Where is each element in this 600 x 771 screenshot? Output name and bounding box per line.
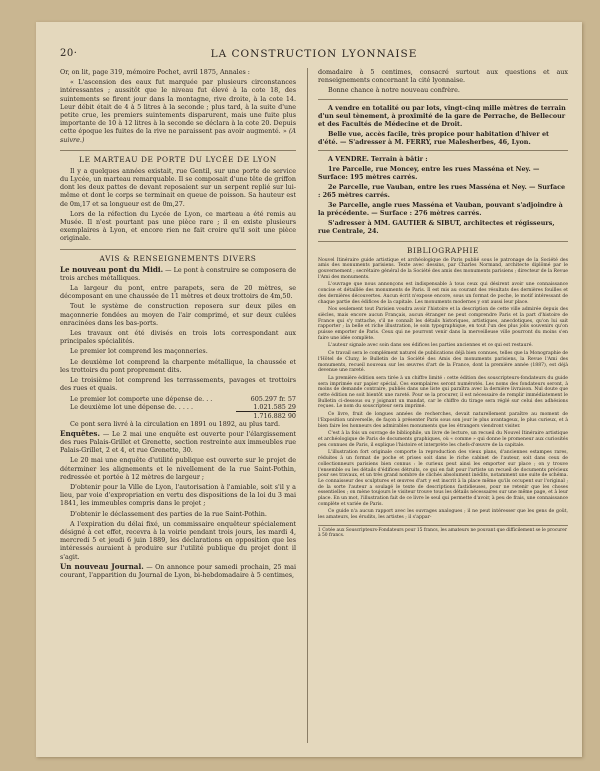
journal-title: LA CONSTRUCTION LYONNAISE [210, 48, 418, 60]
paragraph: Bonne chance à notre nouveau confrère. [328, 86, 460, 95]
paragraph: L'auteur signale avec soin dans ses édifices les parties anciennes et ce qui est restauré. [328, 343, 533, 349]
paragraph: La largeur du pont, entre parapets, sera de 20 mètres, se décomposant en une chaussée de 11 mètres et deux trottoirs de 4m,50. [60, 284, 296, 301]
book-description: Nouvel Itinéraire guide artistique et archéologique de Paris publié sous le patronage de la Société des amis des monuments parisiens. Texte avec dessins, par Charles Normand, architecte diplômé par le gouvernement ; secrétaire général de la Société des amis des monuments parisiens ; directeur de la Revue l'Ami des monuments. [318, 257, 568, 280]
item-lead: Un nouveau Journal. [60, 561, 144, 571]
section-heading: AVIS & RENSEIGNEMENTS DIVERS [60, 249, 296, 263]
paragraph: Les travaux ont été divisés en trois lots correspondant aux principales spécialités. [60, 329, 296, 346]
amount-row: Le deuxième lot une dépense de. . . . . 1.021.585 29 [70, 402, 296, 411]
page-number: 20· [60, 48, 78, 59]
paragraph: D'obtenir pour la Ville de Lyon, l'autorisation à l'amiable, soit s'il y a lieu, par voie d'expropriation en vertu des dispositions de la loi du 3 mai 1841, les immeubles compris dans le projet ; [60, 482, 296, 508]
paragraph: Lors de la réfection du Lycée de Lyon, ce marteau a été remis au Musée. Il n'est pourtant pas une pièce rare ; il en existe plusieurs exemplaires à Lyon, et encore rien ne fait croire qu'il soit une pièce originale. [60, 209, 296, 243]
paragraph: Le 20 mai une enquête d'utilité publique est ouverte sur le projet de déterminer les alignements et le nivellement de la rue Saint-Pothin, redressée et portée à 12 mètres de largeur ; [60, 456, 296, 481]
paragraph: La première édition sera tirée à un chiffre limité : cette édition des souscripteurs-fondateurs du guide sera imprimée sur papier spécial. Ces exemplaires seront numérotés. Les noms des fondateurs seront, à moins de demande contraire, publiés dans une liste qui paraîtra avec la dernière livraison. Nul doute que cette édition ne soit bientôt une rareté. Pour se la procurer, il est nécessaire de remplir immédiatement le Bulletin ci-dessous ou y joignant un mandat, car le chiffre du tirage sera réglé sur celui des adhésions reçues. Le nom du souscripteur sera imprimé. [318, 375, 568, 410]
paragraph: D'obtenir le déclassement des parties de la rue Saint-Pothin. [70, 509, 267, 518]
paragraph: Or, on lit, page 319, mémoire Pochet, avril 1875, Annales : [60, 68, 250, 76]
column-rule [307, 68, 308, 743]
advertisement-item: 2e Parcelle, rue Vauban, entre les rues Masséna et Ney. — Surface : 265 mètres carrés. [318, 182, 566, 199]
paragraph: Ce travail sera le complément naturel de publications déjà bien connues, telles que la Monographie de l'Hôtel de Cluny, le Bulletin de la Société des Amis des monuments parisiens, la Revue l'Ami des monuments, recueil nouveau sur les œuvres d'art de la France, dont la première année (1887), est déjà devenue une rareté. [318, 351, 568, 374]
advertisement-title: A VENDRE. Terrain à bâtir : [328, 154, 428, 163]
paragraph: L'ouvrage que nous annonçons est indispensable à tous ceux qui désirent avoir une connaissance concise et détaillée des monuments de Paris. Il est mis au courant des résultats des dernières fouilles et des dernières découvertes. Aucun écrit n'expose encore, sous un format de poche, le motif intéressant de chaque partie des édifices de la capitale. Les monuments modernes y ont aussi leur place. [318, 282, 568, 305]
paragraph: Ce pont sera livré à la circulation en 1891 ou 1892, au plus tard. [70, 419, 281, 428]
quote-text: « L'ascension des eaux fut marquée par plusieurs circonstances intéressantes ; aussitôt que le niveau fut élevé à la cote 18, des suintements se firent jour dans la montagne, rive droite, à la cote 14. Leur débit était de 4 à 5 litres à la seconde ; plus tard, à la suite d'une petite crue, les premiers suintements disparurent, mais une fuite plus importante de 10 à 12 litres à la seconde se déclara à la cote 20. Depuis cette époque les fuites de la rive ne paraissent pas avoir augmenté. » [60, 78, 296, 136]
paragraph [60, 266, 296, 282]
advertisement-item: 3e Parcelle, angle rues Masséna et Vauban, pouvant s'adjoindre à la précédente. — Surface : 276 mètres carrés. [318, 200, 563, 217]
paragraph: domadaire à 5 centimes, consacré surtout aux questions et aux renseignements concernant la cité lyonnaise. [318, 68, 568, 85]
advertisement-item: 1re Parcelle, rue Moncey, entre les rues Masséna et Ney. — Surface: 195 mètres carrés. [318, 164, 540, 181]
paragraph: Tout le système de construction reposera sur deux piles en maçonnerie fondées au moyen de l'air comprimé, et sur deux culées enracinées dans les bas-ports. [60, 302, 296, 327]
paragraph: Nos seulement tout Parisien voudra avoir l'histoire et la description de cette ville admirée depuis des siècles, mais encore aucun Français, aucun étranger ne peut comprendre Paris et la part d'histoire de France qui s'y rattache, s'il ne connaît les détails historiques, artistiques, anecdotiques, qu'on lui sait rapporter ; la belle et riche illustration, le soin typographique, en tout l'un des plus jolis souvenirs qu'on puisse emporter de Paris. Ceux qui ne pourront venir dans la merveilleuse ville pourront du moins s'en faire une idée complète. [318, 307, 568, 341]
to-be-continued: (A suivre.) [60, 127, 296, 144]
item-text: — On annonce pour samedi prochain, 25 mai courant, l'apparition du Journal de Lyon, bi-hebdomadaire à 5 centimes, [60, 562, 296, 579]
paragraph: L'illustration fort originale comporte la reproduction des vieux plans, d'anciennes estampes rares, réduites à un format de poche et prises soit dans le riche cabinet de l'auteur, soit dans ceux de collectionneurs parisiens bien connus : le curieux peut ainsi les emporter sur place ; on y trouve l'ensemble ou les détails d'édifices détruits, ce qui en fait pour l'artiste un recueil de documents précieux pour ses travaux, et un très grand nombre de clichés absolument inédits, notamment une suite de schéma. Le connaisseur des sculptures et œuvres d'art y est inscrit à la place même qu'ils occupent sur l'original ; de la sorte l'auteur a soulagé le texte de descriptions fastidieuses, pour ne retenir que les choses essentielles ; on mène toujours le visiteur trouve tous les détails nécessaires sur une même page, et à leur place. En un mot, l'illustration fait de ce livre le seul qui permette d'avoir, à peu de frais, une connaissance complète et variée de Paris. [318, 450, 568, 507]
page-body [60, 46, 568, 747]
paragraph: Ce guide n'a aucun rapport avec les ouvrages analogues ; il ne peut intéresser que les gens de goût, les amateurs, les érudits, les artistes ; il s'appar- [318, 509, 568, 521]
advertisement: Belle vue, accès facile, très propice pour habitation d'hiver et d'été. — S'adresser à M. FERRY, rue Malesherbes, 46, Lyon. [318, 129, 549, 146]
divider [318, 99, 568, 100]
paragraph [60, 78, 296, 144]
item-lead: Enquêtes. [60, 428, 100, 438]
paragraph: Ce livre, fruit de longues années de recherches, devait naturellement paraître au moment de l'Exposition universelle, de façon à présenter Paris sous son jour le plus avantageux, le plus curieux, et à bien faire les honneurs des admirables monuments que les étrangers viendront visiter. [318, 412, 568, 429]
advertisement: A vendre en totalité ou par lots, vingt-cinq mille mètres de terrain d'un seul tènement, à proximité de la gare de Perrache, de Bellecour et des Facultés de Médecine et de Droit. [318, 103, 566, 128]
left-column [60, 68, 296, 747]
section-heading: LE MARTEAU DE PORTE DU LYCÉE DE LYON [60, 150, 296, 164]
paragraph: Il y a quelques années existait, rue Gentil, sur une porte de service du Lycée, un marteau remarquable. Il se composait d'une tête de griffon dont les deux pattes de devant reposaient sur un serpent replié sur lui-même et dont le corps se terminait en queue de poisson. Sa hauteur est de 0m,17 et sa longueur est de 0m,27. [60, 166, 296, 208]
item-lead: Le nouveau pont du Midi. [60, 264, 164, 274]
page-sheet [36, 22, 582, 757]
paragraph: Le troisième lot comprend les terrassements, pavages et trottoirs des rues et quais. [60, 376, 296, 393]
amount-row: Le premier lot comporte une dépense de. . . 605.297 fr. 57 [70, 394, 296, 403]
paragraph: Le deuxième lot comprend la charpente métallique, la chaussée et les trottoirs du pont proprement dits. [60, 357, 296, 374]
footnote: 1 Cotée aux Souscripteurs-Fondateurs pour 15 francs, les amateurs ne pouvant que difficilement se le procurer à 50 francs. [318, 525, 568, 539]
paragraph: Le premier lot comprend les maçonneries. [70, 347, 208, 356]
divider [318, 150, 568, 151]
paragraph: C'est à la fois un ouvrage de bibliophile, un livre de lecture, un recueil du Nouvel Itinéraire artistique et archéologique de Paris de documents graphiques, où « comme » qui donne le promeneur aux curiosités peu connues de Paris, il explique l'histoire et interprète les chefs-d'œuvre de la capitale. [318, 431, 568, 448]
amount-total: 1.716.882 90 [253, 411, 296, 420]
item-text: — Le 2 mai une enquête est ouverte pour l'élargissement des rues Palais-Grillet et Grenette, section restreinte aux immeubles rue Palais-Grillet, 2 et 4, et rue Grenette, 30. [60, 429, 296, 455]
paragraph [60, 563, 296, 579]
running-head [60, 46, 568, 62]
advertisement-item: S'adresser à MM. GAUTIER & SIBUT, architectes et régisseurs, rue Centrale, 24. [318, 218, 555, 235]
section-heading: BIBLIOGRAPHIE [318, 241, 568, 255]
right-column [318, 68, 568, 747]
item-text: — Le pont à construire se composera de trois arches métalliques. [60, 265, 296, 282]
paragraph [60, 430, 296, 455]
paragraph: A l'expiration du délai fixé, un commissaire enquêteur spécialement désigné à cet effet, recevra à la voirie pendant trois jours, les mardi 4, mercredi 5 et jeudi 6 juin 1889, les déclarations en opposition que les intéressés auraient à produire sur l'utilité publique du projet dont il s'agit. [60, 519, 296, 561]
